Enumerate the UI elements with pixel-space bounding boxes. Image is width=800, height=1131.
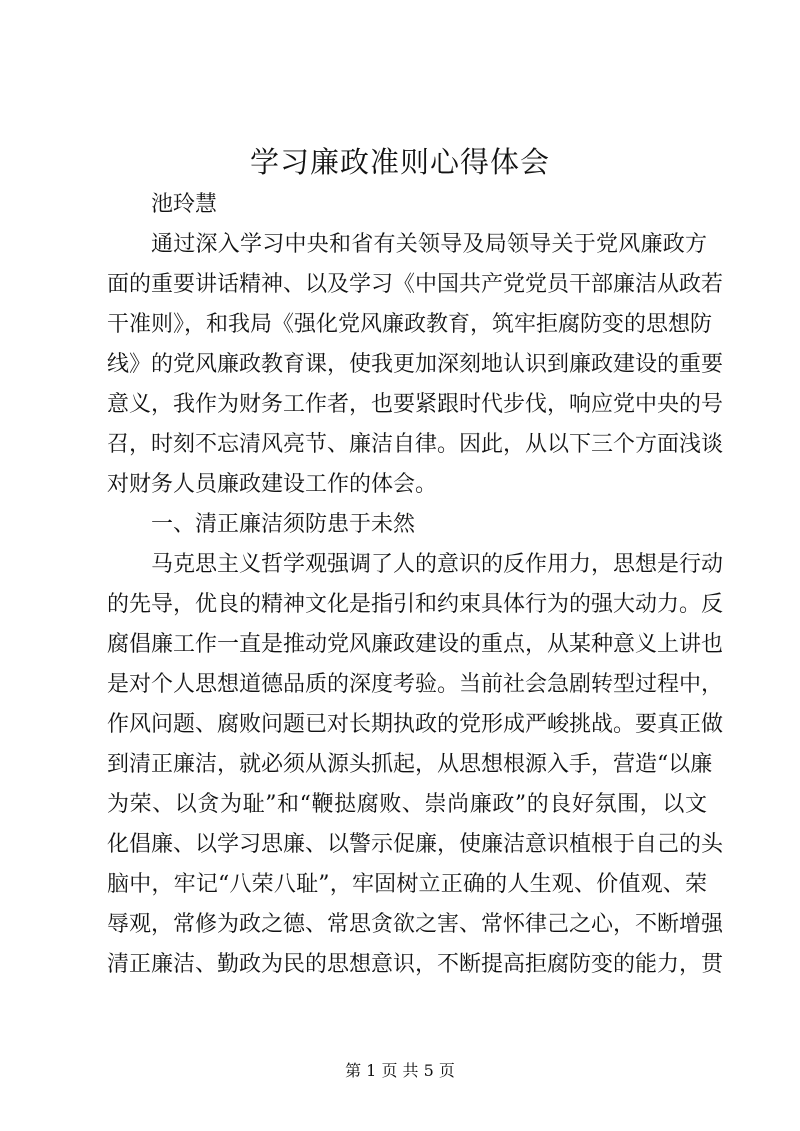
text-line: 清正廉洁、勤政为民的思想意识，不断提高拒腐防变的能力，贯 [107, 952, 724, 977]
text-line: 面的重要讲话精神、以及学习《中国共产党党员干部廉洁从政若 [107, 272, 724, 297]
text-line: 马克思主义哲学观强调了人的意识的反作用力，思想是行动 [151, 552, 724, 577]
text-line: 通过深入学习中央和省有关领导及局领导关于党风廉政方 [151, 232, 707, 257]
text-line: 干准则》，和我局《强化党风廉政教育，筑牢拒腐防变的思想防 [107, 312, 713, 337]
text-line: 化倡廉、以学习思廉、以警示促廉，使廉洁意识植根于自己的头 [107, 832, 724, 857]
text-line: 腐倡廉工作一直是推动党风廉政建设的重点，从某种意义上讲也 [107, 632, 724, 657]
paragraph-intro [107, 225, 724, 505]
heading-line: 一、清正廉洁须防患于未然 [151, 512, 416, 537]
section-heading [107, 505, 707, 545]
text-line: 对财务人员廉政建设工作的体会。 [107, 472, 438, 497]
text-line: 的先导，优良的精神文化是指引和约束具体行为的强大动力。反 [107, 592, 724, 617]
text-line: 为荣、以贪为耻”和“鞭挞腐败、崇尚廉政”的良好氛围，以文 [107, 792, 707, 817]
text-line: 线》的党风廉政教育课，使我更加深刻地认识到廉政建设的重要 [107, 352, 724, 377]
page-footer: 第 1 页 共 5 页 [345, 1061, 455, 1080]
author-name: 池玲慧 [151, 192, 218, 217]
document-title: 学习廉政准则心得体会 [249, 145, 550, 179]
text-line: 作风问题、腐败问题已对长期执政的党形成严峻挑战。要真正做 [107, 712, 724, 737]
text-line: 召，时刻不忘清风亮节、廉洁自律。因此，从以下三个方面浅谈 [107, 432, 724, 457]
paragraph-section-one [107, 545, 724, 985]
text-line: 脑中，牢记“八荣八耻”，牢固树立正确的人生观、价值观、荣 [107, 872, 707, 897]
text-line: 意义，我作为财务工作者，也要紧跟时代步伐，响应党中央的号 [107, 392, 724, 417]
text-line: 是对个人思想道德品质的深度考验。当前社会急剧转型过程中， [107, 672, 724, 697]
document-body [107, 185, 724, 985]
text-line: 到清正廉洁，就必须从源头抓起，从思想根源入手，营造“以廉 [107, 752, 713, 777]
text-line: 辱观，常修为政之德、常思贪欲之害、常怀律己之心，不断增强 [107, 912, 724, 937]
